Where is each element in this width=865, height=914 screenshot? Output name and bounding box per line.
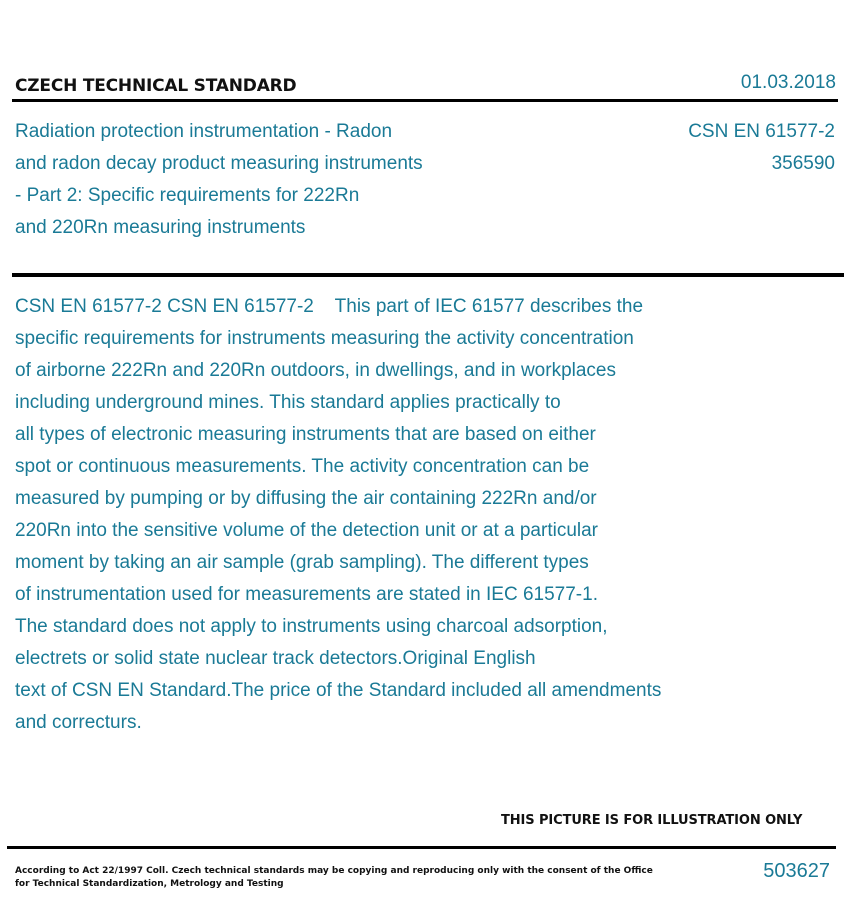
abstract-text: [15, 291, 775, 739]
abstract-line: of airborne 222Rn and 220Rn outdoors, in dwellings, and in workplaces: [15, 360, 616, 381]
abstract-line: 220Rn into the sensitive volume of the detection unit or at a particular: [15, 520, 599, 541]
footer-divider: [7, 846, 836, 849]
abstract-line: text of CSN EN Standard.The price of the Standard included all amendments: [15, 680, 662, 701]
standard-code: CSN EN 61577-2: [688, 121, 835, 142]
abstract-line: all types of electronic measuring instruments that are based on either: [15, 424, 596, 445]
title-divider: [12, 273, 844, 277]
catalog-number: 356590: [771, 153, 835, 174]
abstract-line: of instrumentation used for measurements are stated in IEC 61577-1.: [15, 584, 598, 605]
legal-notice-line: for Technical Standardization, Metrology and Testing: [15, 879, 284, 889]
abstract-line: measured by pumping or by diffusing the air containing 222Rn and/or: [15, 488, 597, 509]
publication-date: 01.03.2018: [740, 72, 836, 93]
legal-notice-line: According to Act 22/1997 Coll. Czech technical standards may be copying and reproducing only with the consent of the Office: [15, 866, 653, 876]
abstract-line: moment by taking an air sample (grab sampling). The different types: [15, 552, 589, 573]
standard-header-label: CZECH TECHNICAL STANDARD: [15, 76, 297, 96]
abstract-line: specific requirements for instruments measuring the activity concentration: [15, 328, 634, 349]
standard-title: [15, 116, 423, 244]
standard-codes: [688, 116, 835, 180]
title-line: - Part 2: Specific requirements for 222Rn: [15, 185, 360, 206]
title-line: Radiation protection instrumentation - Radon: [15, 121, 393, 142]
abstract-line: electrets or solid state nuclear track detectors.Original English: [15, 648, 536, 669]
title-line: and 220Rn measuring instruments: [15, 217, 306, 238]
footer-code: 503627: [763, 860, 830, 882]
abstract-line: The standard does not apply to instruments using charcoal adsorption,: [15, 616, 608, 637]
title-line: and radon decay product measuring instruments: [15, 153, 423, 174]
illustration-note: THIS PICTURE IS FOR ILLUSTRATION ONLY: [501, 813, 803, 828]
legal-notice: [15, 865, 653, 891]
abstract-line: including underground mines. This standard applies practically to: [15, 392, 561, 413]
abstract-line: and correcturs.: [15, 712, 142, 733]
abstract-line: spot or continuous measurements. The activity concentration can be: [15, 456, 590, 477]
header-divider: [12, 99, 838, 102]
abstract-line: CSN EN 61577-2 CSN EN 61577-2 This part of IEC 61577 describes the: [15, 296, 644, 317]
